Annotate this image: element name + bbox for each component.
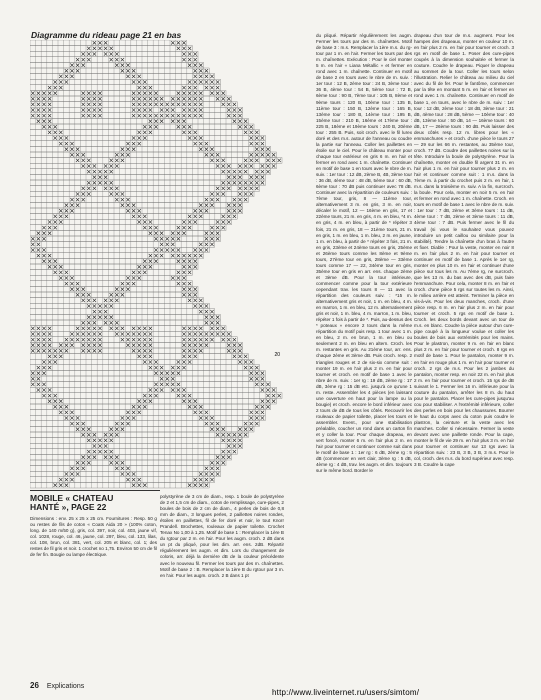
watermark-url: http://www.liveinternet.ru/users/simtom/ [272, 688, 420, 697]
mobile-instructions-mid: polystyrène de 3 cm de diam., resp. 1 boule de polystyrène de 2 et 1,5 cm de diam., coton de remplissage, cure-pipes, 2 boules de bois de 2 cm de diam., 4 perles de bois de 0,8 mm de diam., 3 longues perles, 2 paillettes noires rondes, étoiles en paillettes, fil de fer doré et noir, le tout Knorr Prandell. Brochettes, rouleaux de papier toilette. Crochet Tenax No 1,00 à 1,25. Motif de base 1 : Remplacer la 1ère B du rgtour par 2 m. en l'air. Pour les augm. croch. 2 dB dans un pt du pliqué, pour les dim. arr. ens. 2dB. Répartir régulièrement les augm. et dim. Lors du changement de coloris, arr. déjà la dernière dB de la couleur précédente avec le nouveau fil. Fermer les tours par des m. chaînettes. Motif de base 2 : B. Remplacer la 1ère B du rgtour par 3 m. en l'air. Pour les augm. croch. 2 B dans 1 pt [160, 494, 284, 578]
page-number: 26 [30, 681, 39, 690]
curtain-crochet-chart [30, 40, 286, 490]
instructions-column-4: drapeau d'un tour de m.s. augment. Pour les hampes des drapeaux, monter en couleur 10 m. en l'air plus 2 m. en l'air pour tourner et croch. 3 rgs en motif de base 1. Poser des cure-pipes coupés à la dimension souhaitée et fermer la couture. Coudre le drapeau. Piquer le drapeau au sommet de la tour. Coller les tours selon l'illustration. Relier le château au milieu du ciel avec du fil de fer. Pour le fantôme, commencer par la tête en montant 5 m. en l'air et fermer en rond avec 1 m. chaînette. Continuer en motif de base 1, en tours, avec le nbre de m. suiv. : 1er tour : 12 dB, 2ème tour : 18 dB, 3ème tour : 21 dB, 4ème tour : 28 dB, 5ème — 10ème tour : 40 dB, 13ème tour : 50 dB, 14 — 16ème tours : 60 dB, 17 — 26ème tours : 90 dB. Puis laisser des deux côtés resp. 12 m. libres pour les « emmanchures » et croch. d'une pièce le tours 27 — 29 sur les 66 m. restantes, au 35ème tour, croch. 77 dB. Coudre des paillettes noires sur la tête. Introduire la boule de polystyrène. Pour la chaînette, monter en double fil argent 31 m. en l'air plus 1 m. en l'air pour tourner plus 2 m. en l'air et continuer comme suit : 1 m.s. dans la 7ème m. à partir du crochet puis 2 m. en l'air, 1 m.s. dans la troisième m. suiv. A la fin, surcroch. la boule. Pour cela, monter en noir 5 m. en l'air et fermer en rond avec 1 m. chaînette. Croch. en tours en motif de base 1 avec le nbre de m. suiv. : 1er tour : 7 dB, 2ème et 3ème tours : 11 dB, 4ème tour : 7 dB, 2ème et 3ème tours : 11 dB, 4ème tour : 7 dB. Puis fermer avec le fil du travail (si vous le souhaitez vous pouvez introduire un petit caillou ou similaire pour la stabilité). Tendre la chaînette d'un bras à l'autre et fixer. Diable : Pour la veste, monter en noir 8 m. en l'air plus 2 m. en l'air pour tourner et continuer en motif de base 1. Après le 1er rg, monter en plus 10 m. en l'air et continuer d'une pièce sur tous les m. Au 7ème rg, ne surcroch. que les 13 m. du bas avec des dB, puis faire l'emmanchure. Pour cela, monter 8 m. en l'air et croch. d'une pièce 5 rgs sur toutes les m. Ainsi, le milieu arrière est atteint. Terminer la pièce en vis-à-vis. Pour les deux manches, croch. d'une pièce resp. 6 m. en l'air plus 2 m. en l'air pour tourner et croch. 5 rgs en motif de base 1. Croch. les deux bords devant avec un tour de m.s. en blanc. Coudre la pièce autour d'un cure-pipe coupé à la longueur voulue et coller les boules de bois aux extrémités pour les mains. Pour le plastron, monter 9 m. en l'air en blanc plus 2 m. en l'air pour tourner et croch. 8 rgs en motif de base 1. Pour le pantalon, monter 9 m. en l'air en rouge plus 1 m. en l'air pour tourner et croch. 2 rgs de m.s. Pour les 2 jambes du pantalon, monter resp. en noir 22 m. en l'air plus 2 m. en l'air pour tourner et croch. 15 rgs de dB suivant le 1. Fermer les 16 m. inférieure pour la couture du pantalon, arrêter les 8 m. du haut pour le pantalon. Placer les cure-pipes jusqu'au cou pour stabiliser. A l'extrémité inférieure, coller des perles en bois pour les chaussures. Bourrer le haut du corps avec du coton puis coudre le plastron, la ceinture et la veste avec les manches. Coller si nécessaire. Fermer la veste devant avec une paillette ronde. Pour la cape, monter le fil de vie 29 m. en l'air plus 3 m. en l'air pour tourner et continuer sur 13 rgs avec la répartition suiv. : 23 B, 3 B, 3 B, 3 m.s. Pour le col, croch. des m.s. du bord supérieur avec resp. 3 B. Coudre la cape [414, 33, 514, 468]
diagram-title: Diagramme du rideau page 21 en bas [31, 30, 182, 40]
mobile-instructions-left: Dimensions : env. 25 x 25 x 25 cm. Fournitures : Resp. 50 g ou restes de fils de coton « Coats Aida 20 » (100% coton, long. de 140 m/50 g), gris, col. 397, noir, col. 403, jaune vif, col. 1028, rouge, col. 46, jaune, col. 297, bleu, col. 133, lilas, col. 108, brun, col. 381, vert, col. 205 et blanc, col. 1; des restes de fil gris et noir. 1 crochet no 1,75. Environ 50 cm de fil de fer fin. Bougie ou lampe électrique. [30, 516, 157, 558]
crochet-grid [30, 40, 286, 490]
section-title-line-1: MOBILE « CHATEAU [30, 493, 114, 503]
section-rule [30, 490, 160, 491]
grid-lines [30, 40, 282, 488]
page-footer [30, 681, 84, 690]
footer-section: Explications [46, 683, 85, 690]
row-number-label: 20 [274, 352, 280, 358]
instructions-column-3: du pliqué. Répartir régulièrement les augm. Fermer les tours par des m. chaînettes. Motif de base 3 : m.s. Remplacer la 1ère m.s. du rg-tour par 1 m. en l'air. Fermer les tours par des m. chaînettes. Exécution : Pour le ciel monter 5 m. en l'air « Liana Métallic » et fermer en rond avec 1 m. chaînette. Continuer en motif de base 2 en tours avec le nbre de m. suiv. : 1er tour : 12 B, 2ème tour : 24 B, 3ème tour : 36 B, 4ème tour : 54 B, 5ème tour : 72 B, 6ème tour : 90 B, 7ème tour : 105 B, 8ème et 9ème tours : 120 B, 10ème tour : 135 B, 11ème tour : 150 B, 12ème tour : 165 B, 13ème tour : 180 B, 14ème tour : 195 B, 15ème tour : 210 B, 16ème et 17ème tour : 225 B, 18ème et 19ème tours : 240 B, 20ème tour : 255 B. Puis, soit croch. avec le fil lurex doré et des m.s. autour de l'anneau ou coudre la partie sur l'anneau. Coller les paillettes en étoile sur le ciel. Pour le château monter pour chaque tour extérieur en gris 6 m. en l'air et fermer en rond avec 1 m. chaînette. Continuer en motif de base 1 en tours avec le nbre de m. suiv. : 1er tour : 12 dB, 2ème B, 4B, 3ème tour : 36 dB, 4ème tour : 48 dB, 5ème tour : 60 dB, 6ème tour : 70 dB puis continuer avec 78 dB. Continuer avec la répartition de couleurs suiv. : 7ème tour, gris, 8 — 11ème tour, alternativement 3 m. en gris, 3 m. en noir, décaler le motif, 12 — 16ème en gris, 17 et 22ème tours, 21 m. en gris, 4 m. en bleu, *4 m. en gris, 4 m. en bleu, à partir de * répéter 3 fois, 21 m. en gris, 18 — 21ème tours, 21 m. en gris, 1 m. en bleu, 1 m. bleu, 2 m. en jaune, 1 m. en bleu, à partir de * répéter 3 fois, 21 m. en gris, 23ème et 24ème tours en gris, 25ème et 26ème tours comme les 8ème et 9ème tours, 27ème tour en gris, 28ème — 33ème tours comme 17 — 22, 34ème tour en gris, 35ème tour en gris en arr. ens. chaque 2ème et 3ème dB. Pour la tour intérieure, commencer comme pour la tour extérieure cependant trav. les tours 8 — 11 avec la répartition des couleurs suiv. : *15 m. alternativement gris et noir, 1 m. en bleu, 4 m. en marron, 1 m. en bleu, 12 m. alternativement gris et noir, 1 m. bleu, 4 m. marron, 1 m. bleu, répéter 1 fois à partir de *. Puis, au-dessus des * poteaux » encore 2 tours dans la même répartition du motif puis resp. 1 tour avec 1 m. en bleu, 2 m. en brun, 1 m. en bleu ou seulement 2 m. en bleu en altern. Croch. les m. restantes en gris. Au 21ème tour, arr. ens. chaque 2ème et 3ème dB. Puis croch. resp. 2 triangles rouges et 2 de six-six comme suit : monter 19 m. en l'air plus 2 m. en l'air pour tourner et croch. en motif de base 1 avec le nbre de m. suiv. : 1er rg : 19 dB, 2ème rg : 17 dB, 3ème rg : 15 dB etc. jusqu'à ce qu'une 1 m. reste. Assembler les 4 pièces (en laissant une ouverture en haut pour la lampe ou la bougie) et croch. encore le bord inférieur avec 2 tours de dB de tous les côtés. Recouvrir les rouleaux de papier toilette, placer les tours et assembler. Event., pour une stabilisation préalable, coucher un rond dans un carton fin et y coller la tour. Pour chaque drapeau, en vert foncé, monter 6 m. en l'air plus 2 m. en l'air pour tourner et continuer comme suit dans le motif de base 1 : 1er rg : 6 dB, 2ème rg : 5 dB (commencer en vert clair, 3ème rg : 5 dB, 4ème rg : 4 dB, trav. les augm. et dim. toujours sur le même bord. Border le [316, 33, 412, 474]
section-title-line-2: HANTÉ », PAGE 22 [30, 502, 107, 512]
section-title [30, 494, 113, 512]
